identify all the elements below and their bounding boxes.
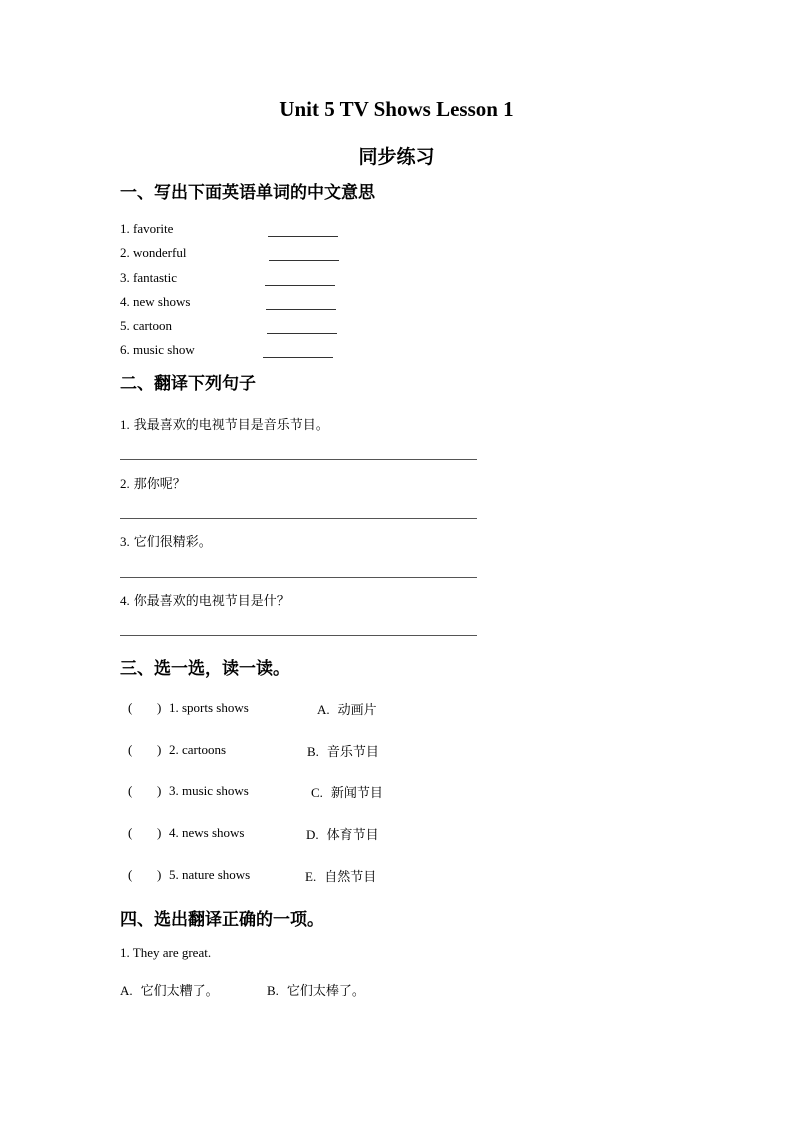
item-text: 它们很精彩。 [133, 535, 212, 550]
answer-line-2[interactable] [120, 518, 477, 519]
option-letter: B. [267, 983, 279, 998]
match-option-c [311, 782, 383, 802]
vocab-item-2: 2. wonderful [120, 245, 187, 260]
answer-slot-4[interactable] [136, 824, 156, 840]
answer-blank-6[interactable] [263, 357, 333, 358]
answer-slot-1[interactable] [136, 699, 156, 715]
match-option-b [307, 741, 379, 761]
answer-blank-5[interactable] [267, 333, 337, 334]
answer-blank-1[interactable] [268, 236, 338, 237]
paren-close: ) [157, 825, 162, 840]
match-option-e [305, 866, 376, 886]
answer-slot-5[interactable] [136, 866, 156, 882]
section3-heading: 三、选一选，读一读。 [120, 659, 290, 679]
match-item-3: 3. music shows [169, 783, 249, 798]
match-item-4: 4. news shows [169, 825, 245, 840]
match-option-a [317, 699, 377, 719]
option-letter: C. [311, 785, 323, 800]
section1-heading: 一、写出下面英语单词的中文意思 [120, 183, 375, 203]
paren-open: ( [128, 742, 133, 757]
answer-slot-2[interactable] [136, 741, 156, 757]
translate-item-3 [120, 531, 212, 551]
item-number: 3. [120, 534, 130, 549]
option-text: 体育节目 [326, 828, 379, 843]
match-option-d [306, 824, 379, 844]
item-text: 你最喜欢的电视节目是什？ [133, 594, 290, 609]
question-1-option-b[interactable] [267, 980, 365, 1000]
option-text: 它们太糟了。 [140, 984, 219, 999]
paren-close: ) [157, 867, 162, 882]
translate-item-2 [120, 473, 186, 493]
option-text: 音乐节目 [326, 745, 379, 760]
match-item-5: 5. nature shows [169, 867, 251, 882]
match-item-2: 2. cartoons [169, 742, 227, 757]
item-number: 1. [120, 417, 130, 432]
vocab-item-1: 1. favorite [120, 221, 174, 236]
item-text: 那你呢？ [133, 477, 186, 492]
option-letter: A. [317, 702, 330, 717]
section4-heading: 四、选出翻译正确的一项。 [120, 910, 324, 930]
answer-line-3[interactable] [120, 577, 477, 578]
option-letter: A. [120, 983, 133, 998]
paren-close: ) [157, 700, 162, 715]
vocab-item-5: 5. cartoon [120, 318, 172, 333]
paren-close: ) [157, 783, 162, 798]
option-text: 动画片 [337, 703, 377, 718]
option-letter: B. [307, 744, 319, 759]
paren-close: ) [157, 742, 162, 757]
option-letter: E. [305, 869, 317, 884]
answer-blank-2[interactable] [269, 260, 339, 261]
answer-line-1[interactable] [120, 459, 477, 460]
item-number: 4. [120, 593, 130, 608]
item-text: 我最喜欢的电视节目是音乐节目。 [133, 418, 329, 433]
vocab-item-4: 4. new shows [120, 294, 191, 309]
paren-open: ( [128, 867, 133, 882]
paren-open: ( [128, 783, 133, 798]
question-1-prompt: 1. They are great. [120, 945, 212, 960]
answer-slot-3[interactable] [136, 782, 156, 798]
option-text: 自然节目 [324, 870, 377, 885]
section2-heading: 二、翻译下列句子 [120, 374, 256, 394]
answer-blank-4[interactable] [266, 309, 336, 310]
translate-item-1 [120, 414, 329, 434]
vocab-item-3: 3. fantastic [120, 270, 178, 285]
question-1-option-a[interactable] [120, 980, 219, 1000]
vocab-item-6: 6. music show [120, 342, 195, 357]
item-number: 2. [120, 476, 130, 491]
answer-line-4[interactable] [120, 635, 477, 636]
document-title: Unit 5 TV Shows Lesson 1 [279, 97, 514, 121]
option-text: 它们太棒了。 [286, 984, 365, 999]
translate-item-4 [120, 590, 290, 610]
paren-open: ( [128, 700, 133, 715]
match-item-1: 1. sports shows [169, 700, 249, 715]
option-text: 新闻节目 [330, 786, 383, 801]
answer-blank-3[interactable] [265, 285, 335, 286]
document-subtitle: 同步练习 [358, 146, 435, 168]
paren-open: ( [128, 825, 133, 840]
option-letter: D. [306, 827, 319, 842]
